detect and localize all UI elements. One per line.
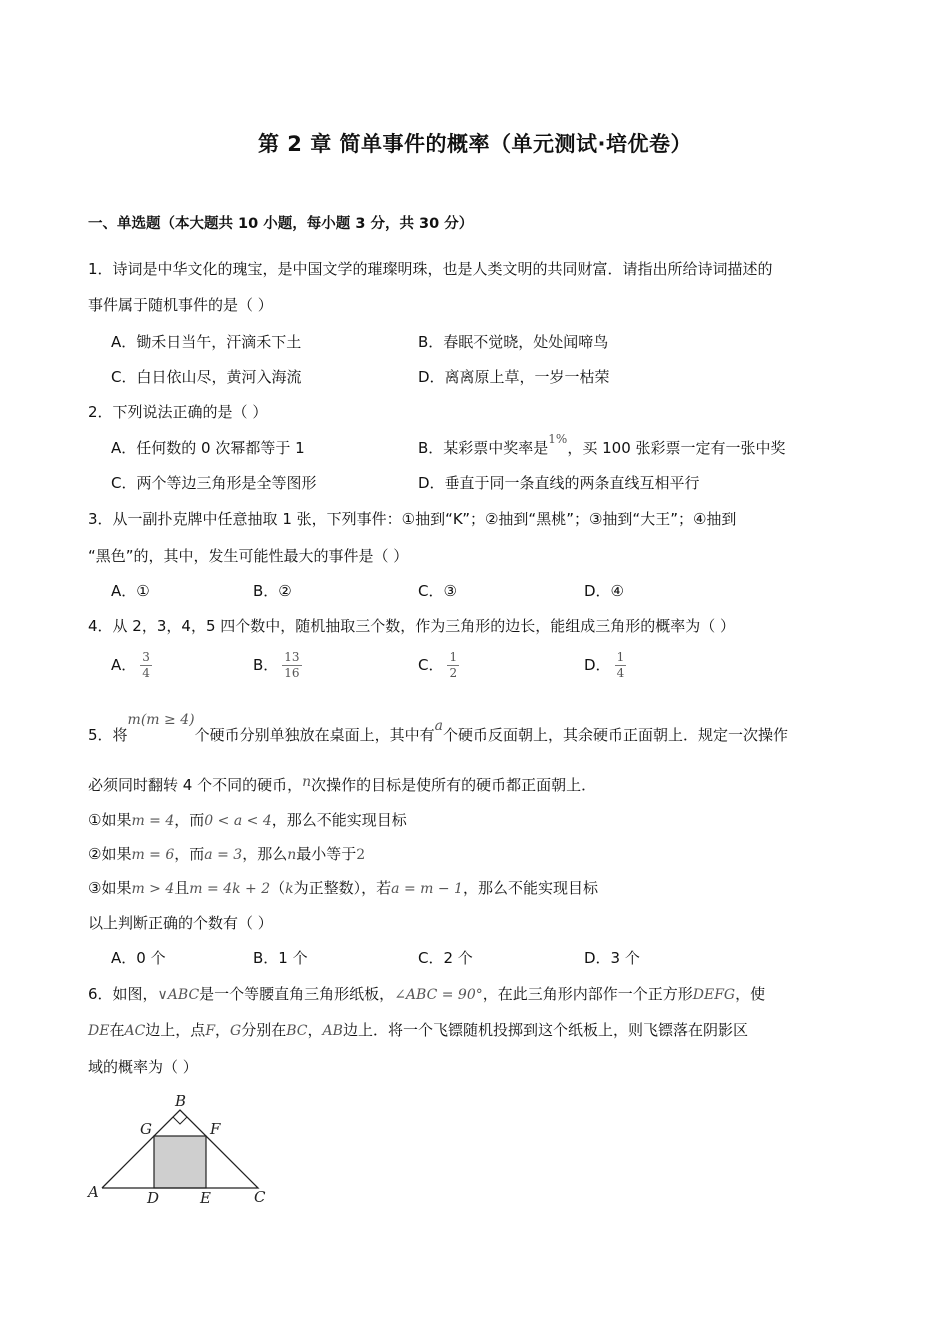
q4-option-c-label: C． bbox=[418, 656, 444, 674]
q5-statement-3: ③如果m > 4且m = 4k + 2（k为正整数），若a = m − 1，那么不能实现目标 bbox=[88, 879, 598, 897]
q2-option-d: D．垂直于同一条直线的两条直线互相平行 bbox=[418, 474, 700, 492]
q3-option-b: B．② bbox=[253, 582, 292, 600]
q3-stem-line2: “黑色”的，其中，发生可能性最大的事件是（ ） bbox=[88, 547, 409, 565]
q4-stem: 4．从 2，3，4，5 四个数中，随机抽取三个数，作为三角形的边长，能组成三角形的概率为（ ） bbox=[88, 617, 736, 635]
q5-option-a: A．0 个 bbox=[111, 949, 166, 967]
q2-option-b-post: ，买 100 张彩票一定有一张中奖 bbox=[567, 439, 786, 457]
q1-option-a: A．锄禾日当午，汗滴禾下土 bbox=[111, 333, 302, 351]
label-f: F bbox=[210, 1120, 221, 1138]
q5-stem-line2: 必须同时翻转 4 个不同的硬币，n次操作的目标是使所有的硬币都正面朝上． bbox=[88, 774, 597, 794]
q4-option-b bbox=[253, 650, 302, 681]
label-a: A bbox=[88, 1183, 99, 1201]
q6-stem-line2: DE在AC边上，点F，G分别在BC，AB边上．将一个飞镖随机投掷到这个纸板上，则飞镖落在阴影区 bbox=[88, 1021, 748, 1039]
q6-stem-line3: 域的概率为（ ） bbox=[88, 1058, 198, 1076]
q1-option-b: B．春眠不觉晓，处处闻啼鸟 bbox=[418, 333, 609, 351]
q3-option-d: D．④ bbox=[584, 582, 624, 600]
q5-option-c: C．2 个 bbox=[418, 949, 473, 967]
q4-option-b-fraction: $\frac{13}{16}$ bbox=[284, 650, 300, 680]
label-g: G bbox=[140, 1120, 152, 1138]
q2-option-c: C．两个等边三角形是全等图形 bbox=[111, 474, 317, 492]
q5-option-d: D．3 个 bbox=[584, 949, 640, 967]
right-angle-mark bbox=[173, 1117, 187, 1124]
q5-statement-1: ①如果m = 4，而0 < a < 4，那么不能实现目标 bbox=[88, 811, 407, 829]
q4-option-a bbox=[111, 650, 152, 681]
shaded-square bbox=[154, 1136, 206, 1188]
label-b: B bbox=[175, 1092, 187, 1110]
page-title: 第 2 章 简单事件的概率（单元测试·培优卷） bbox=[257, 132, 693, 156]
triangle-square-figure bbox=[84, 1086, 284, 1211]
q2-option-b-pre: B．某彩票中奖率是 bbox=[418, 439, 549, 457]
q2-option-b-math: 1% bbox=[548, 432, 568, 446]
q4-option-c-fraction: $\frac{1}{2}$ bbox=[449, 650, 458, 680]
q4-option-c bbox=[418, 650, 459, 681]
q3-stem-line1: 3．从一副扑克牌中任意抽取 1 张，下列事件：①抽到“K”；②抽到“黑桃”；③抽到“大王”；④抽到 bbox=[88, 510, 737, 528]
q4-option-b-label: B． bbox=[253, 656, 279, 674]
q4-option-d bbox=[584, 650, 626, 681]
q4-option-a-fraction: $\frac{3}{4}$ bbox=[142, 650, 150, 680]
label-d: D bbox=[147, 1189, 160, 1207]
q2-stem: 2．下列说法正确的是（ ） bbox=[88, 403, 268, 421]
q2-option-a: A．任何数的 0 次幂都等于 1 bbox=[111, 439, 305, 457]
q5-math-m: m(m ≥ 4) bbox=[127, 712, 195, 728]
q3-option-c: C．③ bbox=[418, 582, 457, 600]
q6-stem-line1: 6．如图，∨ABC是一个等腰直角三角形纸板，∠ABC = 90°，在此三角形内部作一个正方形DEFG，使 bbox=[88, 985, 766, 1003]
q5-stem-line1: 5．将m(m ≥ 4)个硬币分别单独放在桌面上，其中有a个硬币反面朝上，其余硬币正面朝上．规定一次操作 bbox=[88, 712, 788, 744]
q3-option-a: A．① bbox=[111, 582, 150, 600]
section-heading: 一、单选题（本大题共 10 小题，每小题 3 分，共 30 分） bbox=[88, 216, 474, 232]
label-e: E bbox=[200, 1189, 211, 1207]
q1-option-c: C．白日依山尽，黄河入海流 bbox=[111, 368, 302, 386]
q5-option-b: B．1 个 bbox=[253, 949, 308, 967]
q5-math-a: a bbox=[434, 718, 443, 734]
q4-option-d-label: D． bbox=[584, 656, 611, 674]
q4-option-d-fraction: $\frac{1}{4}$ bbox=[616, 650, 625, 680]
label-c: C bbox=[254, 1188, 266, 1206]
q2-option-b bbox=[418, 432, 786, 458]
q5-math-n: n bbox=[302, 774, 312, 790]
q5-statement-2: ②如果m = 6，而a = 3，那么n最小等于2 bbox=[88, 845, 366, 863]
q1-option-d: D．离离原上草，一岁一枯荣 bbox=[418, 368, 610, 386]
q1-stem-line1: 1．诗词是中华文化的瑰宝，是中国文学的璀璨明珠，也是人类文明的共同财富．请指出所给诗词描述的 bbox=[88, 260, 773, 278]
q4-option-a-label: A． bbox=[111, 656, 137, 674]
q5-question: 以上判断正确的个数有（ ） bbox=[88, 914, 273, 932]
q1-stem-line2: 事件属于随机事件的是（ ） bbox=[88, 296, 273, 314]
